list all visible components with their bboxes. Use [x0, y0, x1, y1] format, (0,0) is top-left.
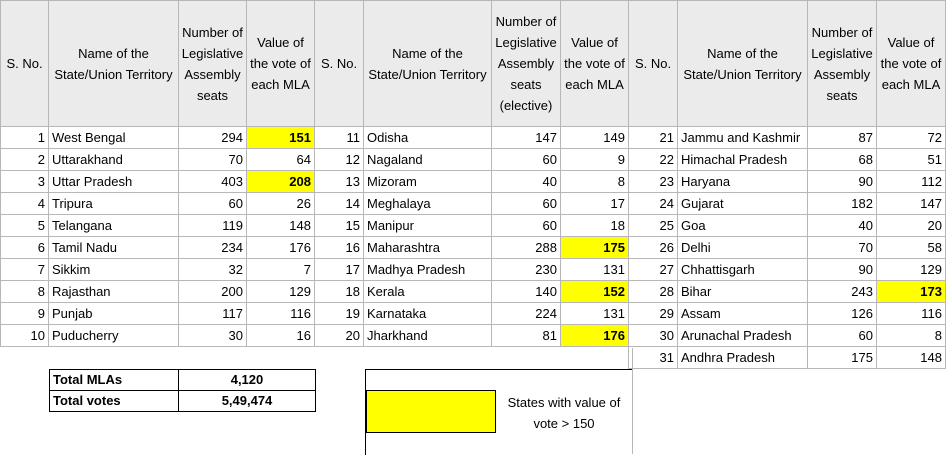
- cell-name: Puducherry: [49, 325, 179, 347]
- cell-seats: 126: [808, 303, 877, 325]
- cell-seats: 117: [179, 303, 247, 325]
- cell-seats: 403: [179, 171, 247, 193]
- cell-name: Haryana: [678, 171, 808, 193]
- table-row: [1, 325, 946, 347]
- header-sno: S. No.: [1, 1, 49, 127]
- cell-sno: 21: [629, 127, 678, 149]
- cell-seats: 87: [808, 127, 877, 149]
- cell-sno: 27: [629, 259, 678, 281]
- cell-seats: 60: [492, 149, 561, 171]
- cell-seats: 40: [492, 171, 561, 193]
- cell-seats: 200: [179, 281, 247, 303]
- cell-sno: 3: [1, 171, 49, 193]
- cell-value: 8: [561, 171, 629, 193]
- table-row: [1, 149, 946, 171]
- cell-value: 131: [561, 303, 629, 325]
- cell-name: Delhi: [678, 237, 808, 259]
- cell-seats: 70: [808, 237, 877, 259]
- cell-name: Sikkim: [49, 259, 179, 281]
- cell-value: 131: [561, 259, 629, 281]
- cell-name: Uttarakhand: [49, 149, 179, 171]
- cell-value: 112: [877, 171, 946, 193]
- cell-seats: 140: [492, 281, 561, 303]
- cell-seats: 243: [808, 281, 877, 303]
- legend-swatch: [366, 390, 496, 433]
- cell-value: 20: [877, 215, 946, 237]
- cell-sno: 30: [629, 325, 678, 347]
- cell-value: 148: [877, 347, 946, 369]
- cell-sno: 29: [629, 303, 678, 325]
- cell-name: Madhya Pradesh: [364, 259, 492, 281]
- cell-value: 208: [247, 171, 315, 193]
- header-seats-elective: Number of Legislative Assembly seats (elective): [492, 1, 561, 127]
- cell-value: 64: [247, 149, 315, 171]
- cell-name: Arunachal Pradesh: [678, 325, 808, 347]
- cell-sno: 23: [629, 171, 678, 193]
- cell-name: Assam: [678, 303, 808, 325]
- cell-seats: 288: [492, 237, 561, 259]
- total-mlas-label: Total MLAs: [50, 370, 179, 391]
- header-sno: S. No.: [629, 1, 678, 127]
- table-row: [1, 127, 946, 149]
- cell-name: Tamil Nadu: [49, 237, 179, 259]
- cell-sno: 15: [315, 215, 364, 237]
- table-row: [1, 193, 946, 215]
- total-mlas-value: 4,120: [179, 370, 316, 391]
- table-row: [1, 303, 946, 325]
- cell-name: Nagaland: [364, 149, 492, 171]
- cell-sno: 26: [629, 237, 678, 259]
- cell-sno: 16: [315, 237, 364, 259]
- table-row: [1, 237, 946, 259]
- cell-name: Goa: [678, 215, 808, 237]
- cell-sno: 8: [1, 281, 49, 303]
- cell-seats: 60: [808, 325, 877, 347]
- cell-name: Uttar Pradesh: [49, 171, 179, 193]
- cell-value: 18: [561, 215, 629, 237]
- cell-value: 51: [877, 149, 946, 171]
- cell-seats: 90: [808, 259, 877, 281]
- cell-name: Kerala: [364, 281, 492, 303]
- cell-sno: 18: [315, 281, 364, 303]
- totals-row-mlas: [50, 370, 316, 391]
- cell-value: 8: [877, 325, 946, 347]
- cell-value: 175: [561, 237, 629, 259]
- cell-sno: 13: [315, 171, 364, 193]
- cell-sno: 9: [1, 303, 49, 325]
- cell-sno: 7: [1, 259, 49, 281]
- cell-seats: 81: [492, 325, 561, 347]
- cell-name: Mizoram: [364, 171, 492, 193]
- cell-name: Chhattisgarh: [678, 259, 808, 281]
- header-value: Value of the vote of each MLA: [247, 1, 315, 127]
- header-sno: S. No.: [315, 1, 364, 127]
- cell-value: 173: [877, 281, 946, 303]
- cell-sno: 19: [315, 303, 364, 325]
- table-body: [1, 127, 946, 369]
- cell-value: 151: [247, 127, 315, 149]
- total-votes-label: Total votes: [50, 391, 179, 412]
- cell-name: West Bengal: [49, 127, 179, 149]
- cell-seats: 294: [179, 127, 247, 149]
- cell-seats: 147: [492, 127, 561, 149]
- cell-sno: 6: [1, 237, 49, 259]
- cell-sno: 31: [629, 347, 678, 369]
- cell-sno: 2: [1, 149, 49, 171]
- table-row: [1, 259, 946, 281]
- cell-name: Jharkhand: [364, 325, 492, 347]
- cell-name: Telangana: [49, 215, 179, 237]
- cell-value: 148: [247, 215, 315, 237]
- cell-value: 17: [561, 193, 629, 215]
- header-seats: Number of Legislative Assembly seats: [179, 1, 247, 127]
- cell-name: Karnataka: [364, 303, 492, 325]
- cell-seats: 90: [808, 171, 877, 193]
- cell-name: Meghalaya: [364, 193, 492, 215]
- cell-seats: 68: [808, 149, 877, 171]
- cell-seats: 230: [492, 259, 561, 281]
- cell-seats: 30: [179, 325, 247, 347]
- header-seats: Number of Legislative Assembly seats: [808, 1, 877, 127]
- cell-value: 176: [247, 237, 315, 259]
- cell-value: 129: [247, 281, 315, 303]
- cell-seats: 60: [179, 193, 247, 215]
- header-row: [1, 1, 946, 127]
- cell-seats: 32: [179, 259, 247, 281]
- cell-value: 16: [247, 325, 315, 347]
- header-name: Name of the State/Union Territory: [364, 1, 492, 127]
- cell-sno: 12: [315, 149, 364, 171]
- cell-sno: 14: [315, 193, 364, 215]
- legend-text: States with value of vote > 150: [507, 395, 621, 431]
- cell-value: 116: [877, 303, 946, 325]
- cell-sno: 20: [315, 325, 364, 347]
- cell-sno: 4: [1, 193, 49, 215]
- totals-table: [49, 369, 316, 412]
- cell-seats: 40: [808, 215, 877, 237]
- cell-name: Odisha: [364, 127, 492, 149]
- table-row: [1, 215, 946, 237]
- cell-name: Punjab: [49, 303, 179, 325]
- cell-value: 152: [561, 281, 629, 303]
- cell-seats: 119: [179, 215, 247, 237]
- cell-sno: 28: [629, 281, 678, 303]
- cell-name: Rajasthan: [49, 281, 179, 303]
- cell-name: Himachal Pradesh: [678, 149, 808, 171]
- header-value: Value of the vote of each MLA: [877, 1, 946, 127]
- totals-row-votes: [50, 391, 316, 412]
- cell-sno: 25: [629, 215, 678, 237]
- cell-name: Maharashtra: [364, 237, 492, 259]
- cell-seats: 60: [492, 215, 561, 237]
- cell-sno: 10: [1, 325, 49, 347]
- cell-sno: 1: [1, 127, 49, 149]
- cell-sno: 24: [629, 193, 678, 215]
- cell-name: Gujarat: [678, 193, 808, 215]
- header-value: Value of the vote of each MLA: [561, 1, 629, 127]
- cell-sno: 17: [315, 259, 364, 281]
- cell-value: 149: [561, 127, 629, 149]
- cell-sno: 11: [315, 127, 364, 149]
- cell-value: 72: [877, 127, 946, 149]
- header-name: Name of the State/Union Territory: [49, 1, 179, 127]
- table-row: [1, 281, 946, 303]
- cell-seats: 175: [808, 347, 877, 369]
- cell-name: Andhra Pradesh: [678, 347, 808, 369]
- cell-value: 129: [877, 259, 946, 281]
- total-votes-value: 5,49,474: [179, 391, 316, 412]
- cell-seats: 224: [492, 303, 561, 325]
- legend-box: [365, 369, 632, 455]
- cell-seats: 70: [179, 149, 247, 171]
- cell-seats: 234: [179, 237, 247, 259]
- cell-name: Jammu and Kashmir: [678, 127, 808, 149]
- cell-sno: 22: [629, 149, 678, 171]
- header-name: Name of the State/Union Territory: [678, 1, 808, 127]
- cell-value: 116: [247, 303, 315, 325]
- table-row: [1, 171, 946, 193]
- cell-name: Tripura: [49, 193, 179, 215]
- cell-value: 176: [561, 325, 629, 347]
- cell-value: 58: [877, 237, 946, 259]
- cell-name: Manipur: [364, 215, 492, 237]
- cell-sno: 5: [1, 215, 49, 237]
- cell-value: 9: [561, 149, 629, 171]
- cell-seats: 60: [492, 193, 561, 215]
- cell-value: 7: [247, 259, 315, 281]
- cell-value: 26: [247, 193, 315, 215]
- cell-name: Bihar: [678, 281, 808, 303]
- cell-value: 147: [877, 193, 946, 215]
- cell-seats: 182: [808, 193, 877, 215]
